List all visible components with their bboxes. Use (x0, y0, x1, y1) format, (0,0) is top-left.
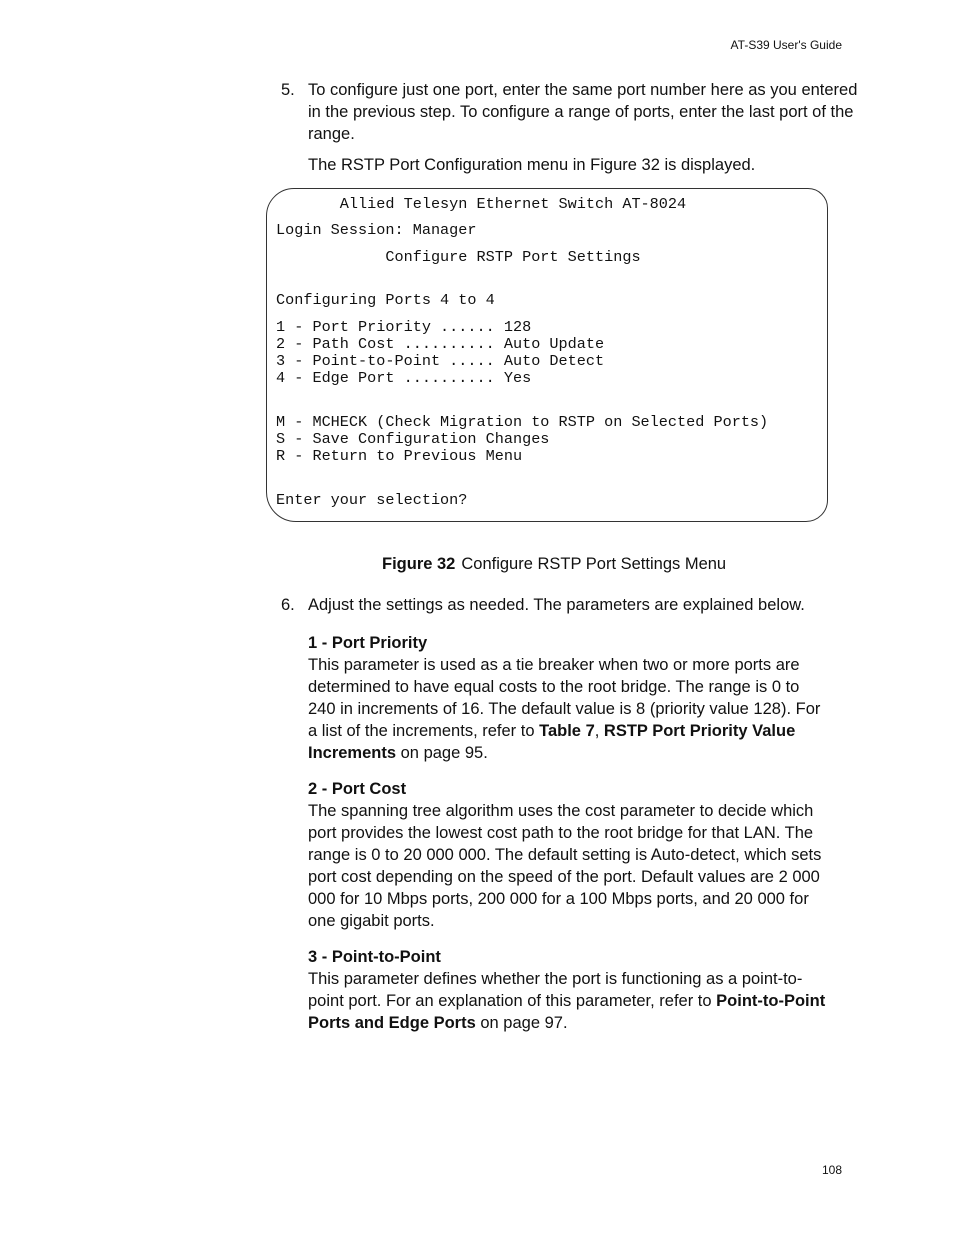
page-ref: on page 95. (396, 744, 488, 762)
terminal-option-2: 2 - Path Cost .......... Auto Update (276, 335, 605, 353)
step-5-text: To configure just one port, enter the same port number here as you entered in the previous step. To configure a range of ports, enter the last port of the range. (308, 81, 858, 143)
page-ref: on page 97. (475, 1014, 568, 1032)
step-5 (281, 79, 861, 145)
step-5-number: 5. (281, 81, 295, 99)
step-5-followup: The RSTP Port Configuration menu in Figure 32 is displayed. (308, 156, 756, 174)
step-6-number: 6. (281, 596, 295, 614)
terminal-menu-title: Configure RSTP Port Settings (276, 248, 641, 266)
step-6-text: Adjust the settings as needed. The parameters are explained below. (308, 596, 805, 614)
figure-label: Figure 32 (382, 555, 456, 573)
terminal-option-4: 4 - Edge Port .......... Yes (276, 369, 532, 387)
section-text: The spanning tree algorithm uses the cost parameter to decide which port provides the lowest cost path to the root bridge for that LAN. The range is 0 to 20 000 000. The default setting is Auto-detect, which sets port cost depending on the speed of the port. Default values are 2 000 000 for 10 Mbps ports, 200 000 for a 100 Mbps ports, and 20 000 for one gigabit ports. (308, 802, 822, 930)
running-header: AT-S39 User's Guide (730, 38, 842, 52)
section-heading: 3 - Point-to-Point (308, 948, 441, 966)
terminal-option-s: S - Save Configuration Changes (276, 430, 550, 448)
terminal-option-1: 1 - Port Priority ...... 128 (276, 318, 532, 336)
section-point-to-point (308, 946, 828, 1034)
section-port-priority (308, 632, 828, 764)
section-text: This parameter is used as a tie breaker when two or more ports are determined to have equal costs to the root bridge. The range is 0 to 240 in increments of 16. The default value is 8 (priority value 128). For a list of the increments, refer to (308, 656, 821, 740)
terminal-title: Allied Telesyn Ethernet Switch AT-8024 (276, 195, 687, 213)
figure-caption (382, 555, 726, 574)
terminal-option-3: 3 - Point-to-Point ..... Auto Detect (276, 352, 605, 370)
terminal-prompt: Enter your selection? (276, 491, 468, 509)
figure-title: Configure RSTP Port Settings Menu (461, 555, 727, 573)
terminal-option-m: M - MCHECK (Check Migration to RSTP on Selected Ports) (276, 413, 769, 431)
table-title-ref: RSTP Port Priority Value Increments (308, 722, 796, 762)
table-ref: Table 7 (539, 722, 595, 740)
page-number: 108 (821, 1163, 842, 1177)
terminal-option-r: R - Return to Previous Menu (276, 447, 523, 465)
step-6 (281, 594, 861, 616)
terminal-ports: Configuring Ports 4 to 4 (276, 291, 495, 309)
section-ref: Point-to-Point Ports and Edge Ports (308, 992, 826, 1032)
section-text: This parameter defines whether the port is functioning as a point-to-point port. For an explanation of this parameter, refer to (308, 970, 803, 1010)
separator: , (594, 722, 604, 740)
terminal-session: Login Session: Manager (276, 221, 477, 239)
section-port-cost (308, 778, 828, 932)
section-heading: 1 - Port Priority (308, 634, 428, 652)
section-heading: 2 - Port Cost (308, 780, 407, 798)
